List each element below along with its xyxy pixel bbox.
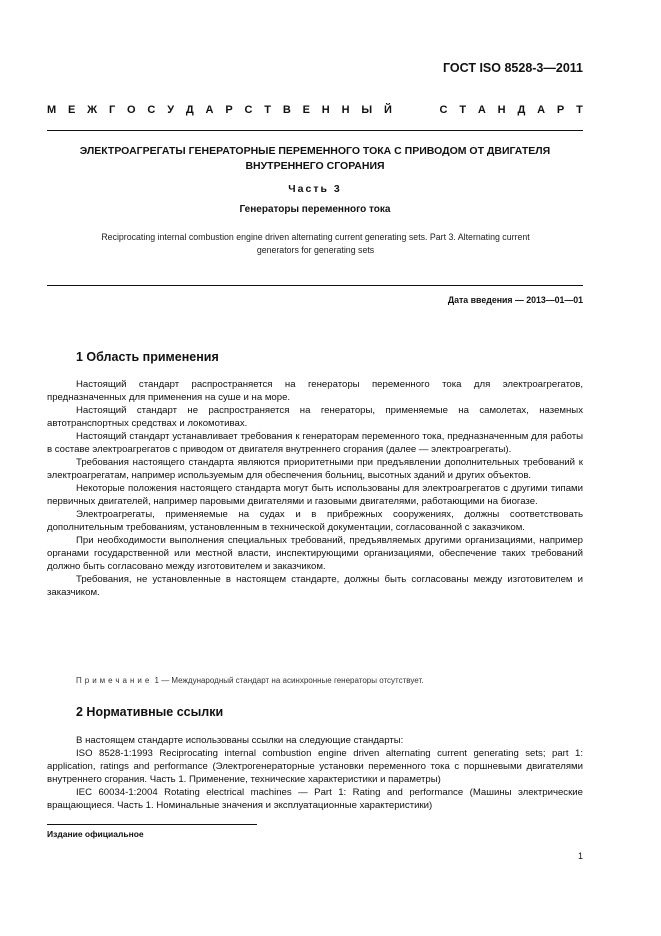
english-title: [60, 231, 571, 257]
banner-letter: Т: [459, 104, 467, 116]
note-label: Примечание: [76, 676, 153, 685]
document-title: [47, 144, 583, 174]
banner-letter: Т: [576, 104, 583, 116]
section-1-heading: 1 Область применения: [76, 350, 219, 364]
note: [76, 676, 583, 685]
section-2-heading: 2 Нормативные ссылки: [76, 705, 224, 719]
effective-date: Дата введения — 2013—01—01: [447, 295, 583, 305]
document-subtitle: Генераторы переменного тока: [239, 204, 391, 215]
paragraph: При необходимости выполнения специальных требований, предъявляемых другими организациями, например органами государственной или местной власти, инспектирующими организациями, обеспечение таких требований должно быть согласовано между изготовителем и заказчиком.: [47, 535, 583, 572]
banner-letter: А: [477, 104, 486, 116]
banner-letter: Ж: [87, 104, 98, 116]
document-code: ГОСТ ISO 8528-3—2011: [442, 61, 583, 75]
paragraph: ISO 8528-1:1993 Reciprocating internal combustion engine driven alternating current generating sets; part 1: application, ratings and performance (Электрогенераторные установки переменного тока с поршневыми двигателями внутреннего сгорания. Часть 1. Применение, технические характеристики и параметры): [47, 748, 583, 785]
banner-letter: Е: [68, 104, 76, 116]
standard-type-banner: [47, 104, 583, 116]
banner-letter: Г: [108, 104, 116, 116]
banner-letter: Е: [302, 104, 310, 116]
section-1-body: [47, 378, 583, 599]
banner-letter: Р: [225, 104, 233, 116]
banner-letter: В: [282, 104, 291, 116]
english-title-line-1: Reciprocating internal combustion engine driven alternating current generating sets. Part 3. Alternating current: [101, 232, 530, 242]
banner-letter: С: [147, 104, 156, 116]
paragraph: Электроагрегаты, применяемые на судах и в прибрежных сооружениях, должны соответствовать дополнительным требованиям, установленным в технической документации, согласованной с заказчиком.: [47, 509, 583, 533]
english-title-line-2: generators for generating sets: [256, 245, 375, 255]
banner-gap: [404, 104, 428, 116]
paragraph: Требования, не установленные в настоящем стандарте, должны быть согласованы между изготовителем и заказчиком.: [47, 574, 583, 598]
middle-rule: [47, 285, 583, 286]
banner-letter: У: [167, 104, 175, 116]
banner-letter: Д: [517, 104, 526, 116]
banner-letter: М: [47, 104, 57, 116]
paragraph: IEC 60034-1:2004 Rotating electrical machines — Part 1: Rating and performance (Машины электрические вращающиеся. Часть 1. Номинальные значения и эксплуатационные характеристики): [47, 787, 583, 811]
banner-letter: Ы: [361, 104, 373, 116]
title-line-2: ВНУТРЕННЕГО СГОРАНИЯ: [245, 160, 385, 172]
banner-letter: С: [439, 104, 448, 116]
section-2-body: [47, 734, 583, 812]
paragraph: Настоящий стандарт распространяется на генераторы переменного тока для электроагрегатов, предназначенных для применения на суше и на море.: [47, 379, 583, 403]
paragraph: Настоящий стандарт устанавливает требования к генераторам переменного тока, предназначенным для работы в составе электроагрегатов с приводом от двигателя внутреннего сгорания (далее — электроагрегаты).: [47, 431, 583, 455]
page-number: 1: [577, 851, 583, 861]
banner-letter: А: [537, 104, 546, 116]
banner-letter: Н: [497, 104, 506, 116]
note-text: 1 — Международный стандарт на асинхронные генераторы отсутствует.: [152, 676, 424, 685]
banner-letter: Й: [383, 104, 392, 116]
paragraph: Настоящий стандарт не распространяется на генераторы, применяемые на самолетах, наземных автотранспортных средствах и локомотивах.: [47, 405, 583, 429]
part-label: Часть 3: [288, 183, 342, 195]
banner-letter: Т: [264, 104, 272, 116]
paragraph: В настоящем стандарте использованы ссылки на следующие стандарты:: [76, 735, 404, 746]
paragraph: Некоторые положения настоящего стандарта могут быть использованы для электроагрегатов с другими типами первичных двигателей, например паровыми двигателями и газовыми двигателями, работающими на биогазе.: [47, 483, 583, 507]
banner-letter: Н: [341, 104, 350, 116]
banner-letter: О: [127, 104, 136, 116]
banner-letter: С: [244, 104, 253, 116]
footer-rule: [47, 824, 257, 825]
title-line-1: ЭЛЕКТРОАГРЕГАТЫ ГЕНЕРАТОРНЫЕ ПЕРЕМЕННОГО ТОКА С ПРИВОДОМ ОТ ДВИГАТЕЛЯ: [79, 145, 551, 157]
banner-letter: Д: [185, 104, 194, 116]
banner-letter: Н: [321, 104, 330, 116]
paragraph: Требования настоящего стандарта являются приоритетными при предъявлении дополнительных требований к электроагрегатам, например используемым для обеспечения больниц, высотных зданий и других объектов.: [47, 457, 583, 481]
banner-letter: Р: [556, 104, 565, 116]
banner-letter: А: [205, 104, 214, 116]
edition-label: Издание официальное: [47, 829, 144, 839]
top-rule: [47, 130, 583, 131]
